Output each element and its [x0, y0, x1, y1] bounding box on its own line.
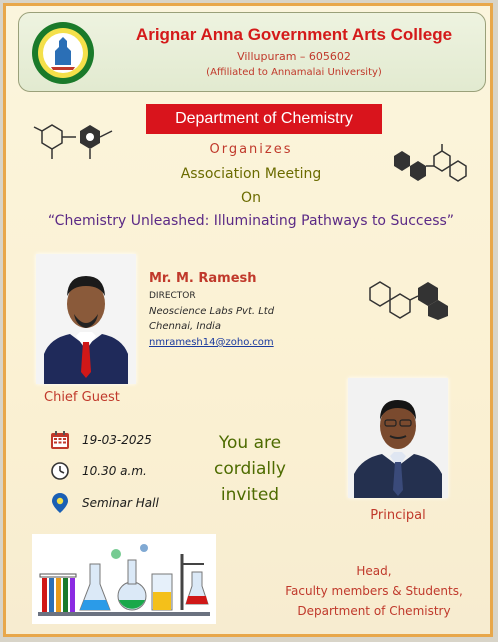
- molecule-icon: [362, 276, 452, 320]
- invitation-line: invited: [220, 485, 280, 505]
- college-place: Villupuram – 605602: [237, 50, 351, 63]
- hosts-line: Faculty members & Students,: [285, 584, 463, 598]
- clock-icon: [50, 461, 70, 481]
- principal-photo: [348, 378, 448, 498]
- event-time: 10.30 a.m.: [82, 464, 147, 478]
- time-row: [50, 461, 147, 481]
- molecule-icon: [384, 142, 470, 186]
- college-name: Arignar Anna Government Arts College: [135, 25, 453, 44]
- person-portrait-icon: [348, 378, 448, 498]
- hosts-block: [268, 561, 480, 621]
- molecule-icon: [28, 121, 116, 167]
- college-logo-icon: [31, 21, 95, 85]
- date-row: [50, 430, 152, 450]
- college-header: [18, 12, 486, 92]
- event-date: 19-03-2025: [82, 433, 152, 447]
- venue-row: [50, 492, 159, 514]
- lab-equipment-icon: [32, 534, 216, 624]
- on-text: On: [241, 190, 261, 206]
- principal-caption: Principal: [370, 508, 426, 523]
- chief-guest-photo: [36, 254, 136, 384]
- chief-guest-email-link[interactable]: nmramesh14@zoho.com: [149, 337, 274, 348]
- invitation-line: cordially: [214, 459, 286, 479]
- chief-guest-city: Chennai, India: [149, 321, 221, 332]
- organizes-text: Organizes: [209, 142, 293, 157]
- chief-guest-role: DIRECTOR: [149, 291, 196, 301]
- hosts-line: Head,: [356, 564, 392, 578]
- chief-guest-caption: Chief Guest: [44, 390, 120, 405]
- event-theme: “Chemistry Unleashed: Illuminating Pathways to Success”: [47, 213, 455, 229]
- invitation-text: [200, 430, 300, 508]
- college-affiliation: (Affiliated to Annamalai University): [206, 67, 382, 78]
- location-pin-icon: [50, 492, 70, 514]
- event-venue: Seminar Hall: [82, 496, 159, 510]
- person-portrait-icon: [36, 254, 136, 384]
- meeting-title: Association Meeting: [180, 166, 322, 182]
- chief-guest-organization: Neoscience Labs Pvt. Ltd: [149, 306, 275, 317]
- chief-guest-name: Mr. M. Ramesh: [149, 271, 257, 286]
- event-poster: [3, 3, 493, 637]
- department-banner: Department of Chemistry: [146, 104, 382, 134]
- calendar-icon: [50, 430, 70, 450]
- hosts-line: Department of Chemistry: [297, 604, 451, 618]
- invitation-line: You are: [218, 433, 282, 453]
